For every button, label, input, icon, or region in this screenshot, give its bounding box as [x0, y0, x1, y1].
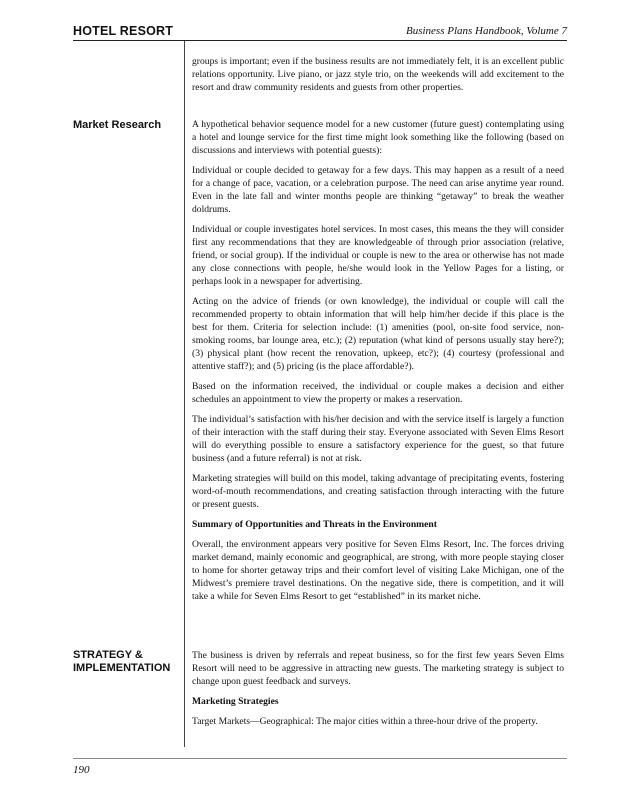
- market-paragraph: Based on the information received, the individual or couple makes a decision and either schedules an appointment to view the property or makes a reservation.: [192, 381, 564, 405]
- market-research-section: [192, 118, 564, 610]
- strategy-heading-line2: IMPLEMENTATION: [73, 662, 171, 674]
- market-paragraph: Individual or couple investigates hotel services. In most cases, this means the they will consider first any recommendations that they are knowledgeable of through prior association (relative, friend, or social group). If the individual or couple is new to the area or otherwise has not made any close connections with people, he/she would look in the Yellow Pages for a listing, or perhaps look in a newspaper for advertising.: [192, 224, 564, 287]
- target-markets-paragraph: Target Markets—Geographical: The major cities within a three-hour drive of the property.: [192, 716, 538, 727]
- running-header-book: Business Plans Handbook, Volume 7: [405, 25, 567, 37]
- strategy-paragraph: The business is driven by referrals and repeat business, so for the first few years Seven Elms Resort will need to be aggressive in attracting new guests. The marketing strategy is subject to change upon guest feedback and surveys.: [192, 650, 564, 687]
- opportunities-paragraph: Overall, the environment appears very positive for Seven Elms Resort, Inc. The forces driving market demand, mainly economic and geographical, are strong, with more people staying closer to home for shorter getaway trips and their comfort level of visiting Lake Michigan, one of the Midwest’s premiere travel destinations. On the negative side, there is competition, and it will take a while for Seven Elms Resort to get “established” in its market niche.: [192, 539, 564, 602]
- strategy-heading: [73, 649, 170, 675]
- continued-section: [192, 55, 564, 101]
- page-number: 190: [73, 764, 90, 776]
- running-header-title: HOTEL RESORT: [73, 24, 174, 38]
- opportunities-subheading: Summary of Opportunities and Threats in the Environment: [192, 519, 437, 530]
- marketing-strategies-subheading: Marketing Strategies: [192, 696, 279, 707]
- strategy-heading-line1: STRATEGY &: [73, 649, 143, 661]
- market-paragraph: Marketing strategies will build on this model, taking advantage of precipitating events, fostering word-of-mouth recommendations, and creating satisfaction through interacting with the future or present guests.: [192, 473, 564, 510]
- strategy-section: [192, 649, 564, 735]
- market-paragraph: The individual’s satisfaction with his/her decision and with the service itself is largely a function of their interaction with the staff during their stay. Everyone associated with Seven Elms Resort will do everything possible to ensure a satisfactory experience for the guest, so that future business (and a future referral) is not at risk.: [192, 414, 564, 464]
- footer-rule: [73, 758, 567, 759]
- market-paragraph: A hypothetical behavior sequence model for a new customer (future guest) contemplating using a hotel and lounge service for the first time might look something like the following (based on discussions and interviews with potential guests):: [192, 119, 564, 156]
- market-paragraph: Acting on the advice of friends (or own knowledge), the individual or couple will call the recommended property to obtain information that will help him/her decide if this place is the best for them. Criteria for selection include: (1) amenities (pool, on-site food service, non-smoking rooms, bar lounge area, etc.); (2) reputation (what kind of persons usually stay here?); (3) physical plant (how recent the renovation, upkeep, etc?); (4) courtesy (professional and attentive staff?); and (5) pricing (is the place affordable?).: [192, 296, 564, 372]
- market-research-heading: Market Research: [73, 119, 162, 131]
- header-rule: [73, 40, 567, 41]
- continued-paragraph: groups is important; even if the business results are not immediately felt, it is an excellent public relations opportunity. Live piano, or jazz style trio, on the weekends will add excitement to the resort and draw community residents and guests from other properties.: [192, 56, 564, 93]
- column-divider: [184, 41, 185, 747]
- market-paragraph: Individual or couple decided to getaway for a few days. This may happen as a result of a need for a change of pace, vacation, or a celebration purpose. The need can arise anytime year round. Even in the late fall and winter months people are thinking “getaway” to break the weather doldrums.: [192, 165, 564, 215]
